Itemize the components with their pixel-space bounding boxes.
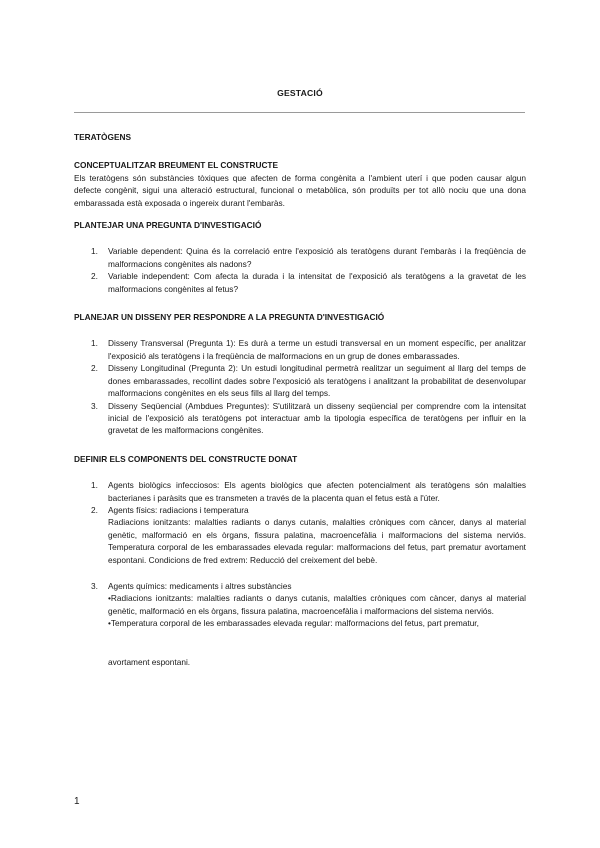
list-item	[74, 479, 526, 504]
physical-agents-detail: Radiacions ionitzants: malalties radiants o danys cutanis, malalties cròniques com càncer, danys al material genètic, malformació en els òrgans, fissura palatina, macroencefàlia i malformacions del sistema nerviós. Temperatura corporal de les embarassades elevada regular: malformacions del fetus, part prematur avortament espontani. Condicions de fred extrem: Reducció del creixement del bebè.	[108, 517, 526, 565]
page-number: 1	[74, 796, 80, 807]
list-text: Agents biològics infecciosos: Els agents biològics que afecten potencialment als teratògens són malalties bacterianes i paràsits que es transmeten a través de la placenta quan el fetus està a l'úter.	[108, 480, 526, 503]
list-number: 3.	[91, 400, 98, 411]
design-list	[74, 337, 526, 436]
list-text: Disseny Transversal (Pregunta 1): Es durà a terme un estudi transversal en un moment específic, per analitzar l'exposició als teratògens i la freqüència de malformacions en un grup de dones embarassades.	[108, 338, 526, 361]
list-text: Variable dependent: Quina és la correlació entre l'exposició als teratògens durant l'embaràs i la freqüència de malformacions congènites als nadons?	[108, 246, 526, 269]
design-heading: PLANEJAR UN DISSENY PER RESPONDRE A LA PREGUNTA D'INVESTIGACIÓ	[74, 312, 385, 323]
list-item	[74, 245, 526, 270]
list-number: 1.	[91, 246, 98, 257]
chemical-agents-bullet: •Temperatura corporal de les embarassades elevada regular: malformacions del fetus, part prematur,	[108, 618, 479, 629]
concept-heading: CONCEPTUALITZAR BREUMENT EL CONSTRUCTE	[74, 160, 279, 171]
question-list	[74, 245, 526, 295]
components-list	[74, 479, 526, 516]
section-heading-teratogens: TERATÒGENS	[74, 132, 132, 142]
list-number: 1.	[91, 338, 98, 349]
list-item	[74, 270, 526, 295]
document-title: GESTACIÓ	[277, 88, 323, 98]
list-number: 3.	[91, 580, 98, 591]
list-text: Disseny Longitudinal (Pregunta 2): Un estudi longitudinal permetrà realitzar un seguiment al llarg del temps de dones embarassades, recollint dades sobre l'exposició als teratògens i analitzant la probabilitat de desenvolupar malformacions congènites en els seus fills al llarg del temps.	[108, 363, 526, 399]
list-number: 2.	[91, 271, 98, 282]
title-divider	[74, 112, 525, 113]
document-body	[74, 131, 526, 668]
chemical-agents-tail: avortament espontani.	[108, 656, 191, 667]
list-text: Disseny Seqüencial (Ambdues Preguntes): S'utilitzarà un disseny seqüencial per comprendre com la intensitat inicial de l'exposició als teratògens pot interactuar amb la tipologia específica de teratògens per influir en la gravetat de les malformacions congènites.	[108, 400, 526, 436]
components-list-continued	[74, 580, 526, 592]
components-heading: DEFINIR ELS COMPONENTS DEL CONSTRUCTE DONAT	[74, 453, 298, 464]
list-item	[74, 362, 526, 399]
list-number: 2.	[91, 504, 98, 515]
list-item	[74, 580, 526, 592]
list-text: Variable independent: Com afecta la durada i la intensitat de l'exposició als teratògens a la gravetat de les malformacions congènites al fetus?	[108, 271, 526, 294]
list-item	[74, 337, 526, 362]
list-item	[74, 400, 526, 437]
list-number: 1.	[91, 480, 98, 491]
list-text: Agents químics: medicaments i altres substàncies	[108, 580, 292, 591]
list-item	[74, 504, 526, 516]
list-number: 2.	[91, 363, 98, 374]
question-heading: PLANTEJAR UNA PREGUNTA D'INVESTIGACIÓ	[74, 220, 262, 231]
concept-text: Els teratògens són substàncies tòxiques que afecten de forma congènita a l'ambient uterí i que poden causar algun defecte congènit, sigui una alteració estructural, funcional o metabòlica, són produïts per tot allò nociu que una dona embarassada està exposada o ingereix durant l'embaràs.	[74, 172, 526, 208]
list-text: Agents físics: radiacions i temperatura	[108, 504, 249, 515]
chemical-agents-bullet: •Radiacions ionitzants: malalties radiants o danys cutanis, malalties cròniques com càncer, danys al material genètic, malformació en els òrgans, fissura palatina, macroencefàlia i malformacions del sistema nerviós.	[108, 593, 526, 616]
